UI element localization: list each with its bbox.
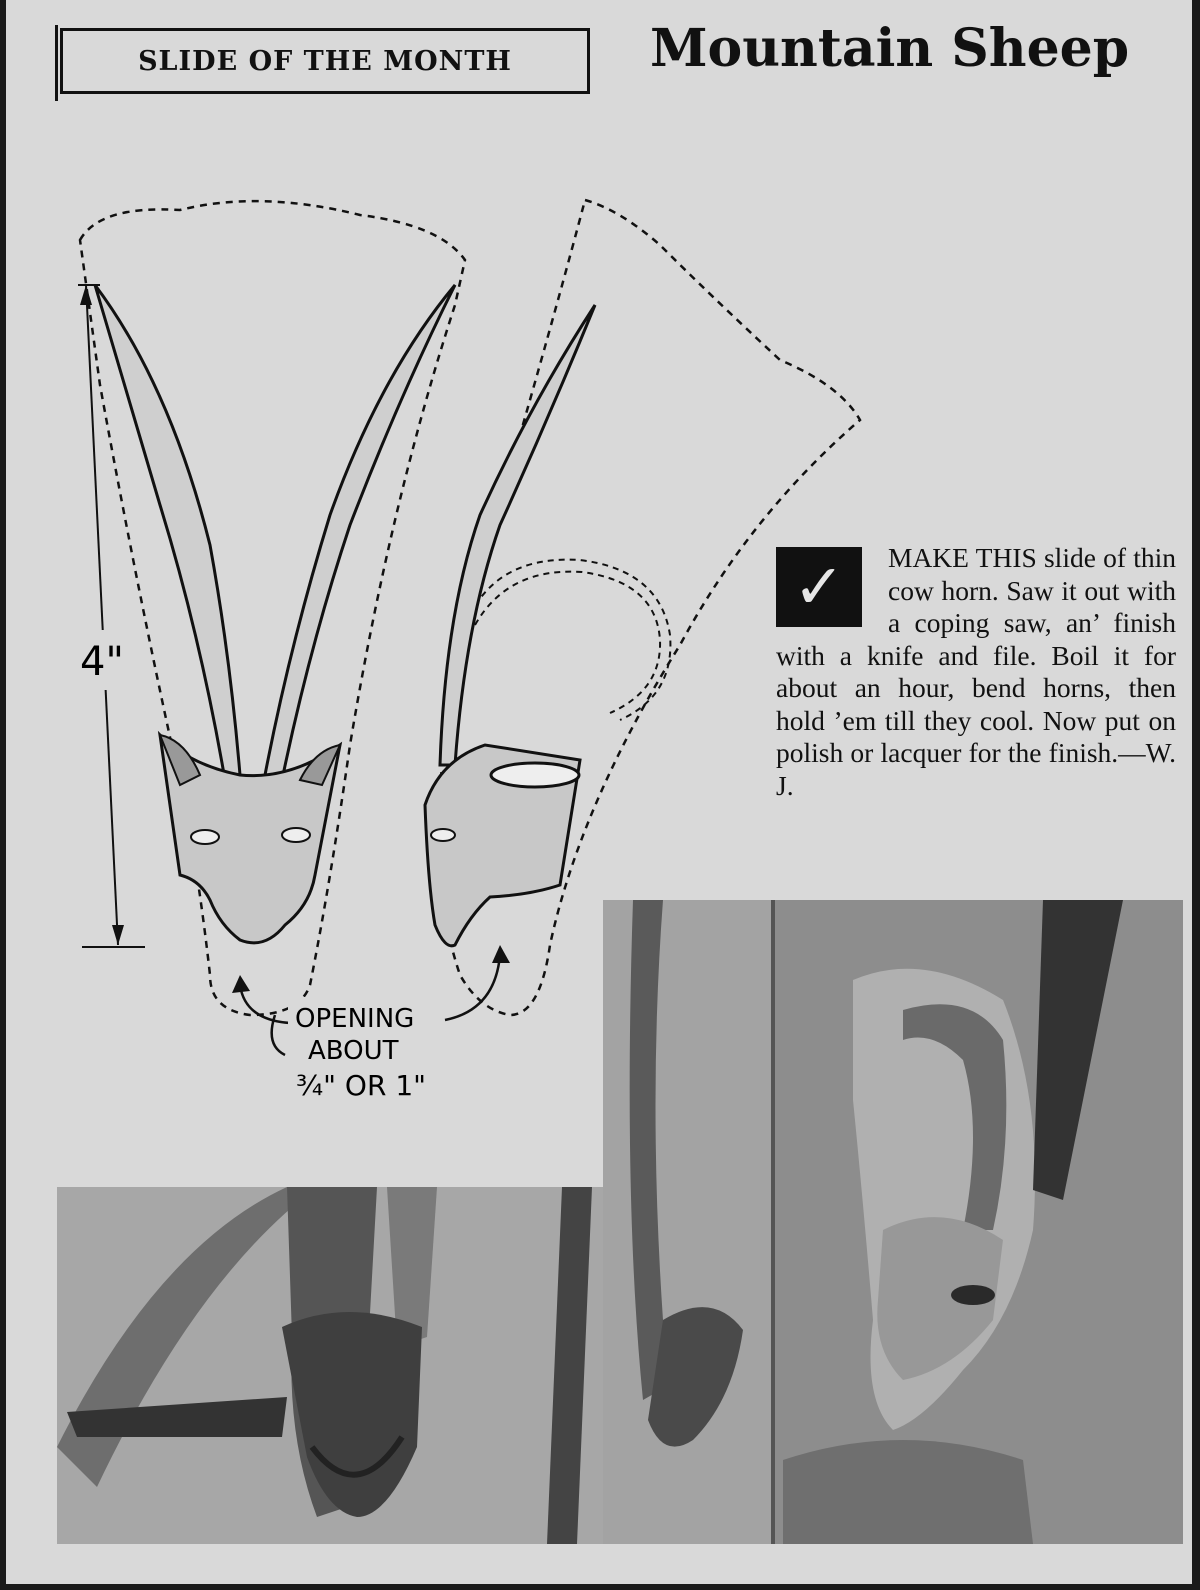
section-badge-label: SLIDE OF THE MONTH bbox=[138, 45, 512, 77]
front-left-horn bbox=[95, 285, 240, 780]
bend-guide bbox=[470, 560, 670, 720]
opening-note-line-1: OPENING bbox=[295, 1004, 415, 1034]
page-edge-bottom bbox=[0, 1584, 1200, 1590]
page-title: Mountain Sheep bbox=[650, 18, 1130, 79]
photo-front-view bbox=[57, 1187, 605, 1544]
page-edge-right bbox=[1192, 0, 1200, 1590]
page-edge-left bbox=[0, 0, 6, 1590]
section-badge bbox=[60, 28, 590, 94]
side-horn bbox=[440, 305, 595, 765]
front-right-horn bbox=[265, 285, 455, 780]
check-icon: ✓ bbox=[793, 550, 845, 623]
opening-note-line-3: ¾" OR 1" bbox=[296, 1069, 427, 1102]
dimension-label: 4" bbox=[80, 639, 124, 685]
collar-ring bbox=[491, 763, 579, 787]
photo-side-views bbox=[603, 900, 1183, 1544]
article-body bbox=[776, 542, 1176, 802]
article-text: MAKE THIS slide of thin cow horn. Saw it out with a coping saw, an’ finish with a knife and file. Boil it for about an hour, bend horns, then hold ’em till they cool. Now put on polish or lacquer for the finish.—W. J. bbox=[776, 542, 1176, 801]
opening-note-line-2: ABOUT bbox=[308, 1036, 399, 1066]
